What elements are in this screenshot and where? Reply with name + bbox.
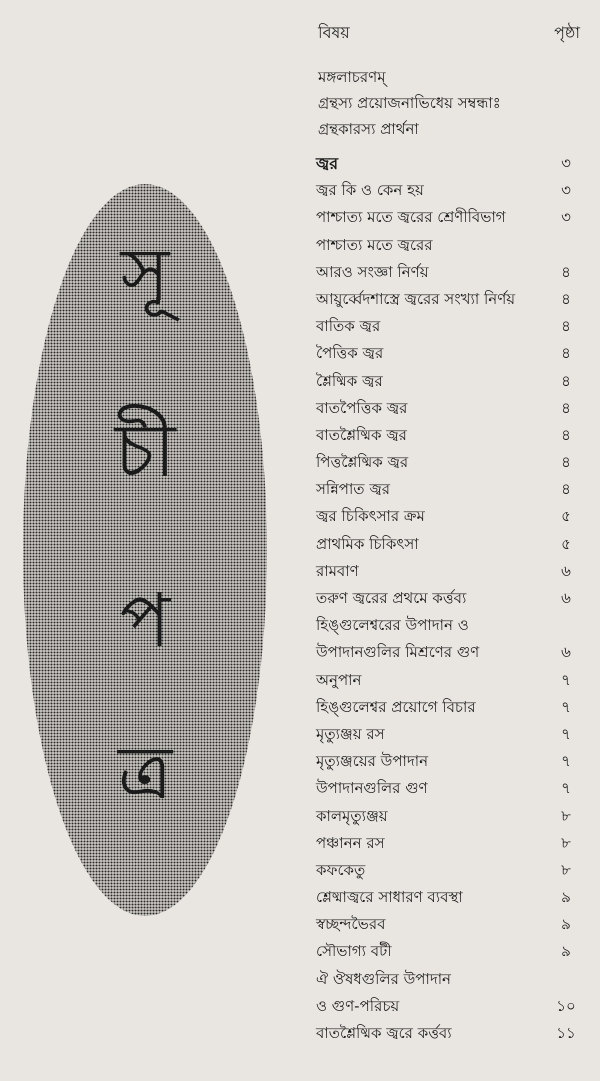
prelim-entry: গ্রন্থস্য প্রয়োজনাভিধেয় সম্বন্ধাঃ <box>318 94 501 112</box>
toc-entry-title: অনুপান <box>316 670 362 689</box>
toc-entry-title: পাশ্চাত্য মতে জ্বরের শ্রেণীবিভাগ <box>316 208 506 227</box>
toc-entry-title: পিত্তশ্লৈষ্মিক জ্বর <box>316 453 409 472</box>
toc-page-number: ৭ <box>561 724 571 743</box>
subject-column-header: বিষয় <box>318 23 350 42</box>
toc-row <box>312 667 592 694</box>
preliminary-entries <box>318 64 501 142</box>
toc-entry-title: পাশ্চাত্য মতে জ্বরের <box>316 235 433 254</box>
toc-entry-title: পঞ্চানন রস <box>316 833 385 852</box>
toc-entry-title: তরুণ জ্বরের প্রথমে কর্ত্তব্য <box>316 589 467 607</box>
toc-entry-title: আয়ুর্ব্বেদশাস্ত্রে জ্বরের সংখ্যা নির্ণয় <box>316 289 516 308</box>
toc-page-number: ৪ <box>561 480 571 499</box>
toc-page-number: ৪ <box>561 262 571 281</box>
table-of-contents <box>312 150 592 1047</box>
oval-letter-1: সূ <box>120 232 170 318</box>
toc-row <box>312 803 592 830</box>
toc-row <box>312 694 592 721</box>
toc-entry-title: বাতপৈত্তিক জ্বর <box>316 398 408 417</box>
toc-row <box>312 395 592 422</box>
toc-page-number: ৩ <box>561 208 571 227</box>
toc-entry-title: মৃত্যুঞ্জয়ের উপাদান <box>316 752 429 771</box>
toc-page-number: ৩ <box>561 181 571 200</box>
toc-page-number: ৩ <box>561 154 571 172</box>
toc-entry-title: জ্বর চিকিৎসার ক্রম <box>316 507 425 526</box>
toc-page-number: ৫ <box>561 534 571 553</box>
toc-row <box>312 449 592 476</box>
prelim-entry: গ্রন্থকারস্য প্রার্থনা <box>318 120 419 138</box>
toc-row <box>312 476 592 503</box>
toc-page-number: ৯ <box>561 888 571 907</box>
toc-page-number: ৭ <box>561 670 571 689</box>
oval-letter-3: প <box>119 578 171 664</box>
toc-entry-title: বাতিক জ্বর <box>316 317 381 336</box>
toc-entry-title: শ্লৈষ্মিক জ্বর <box>316 371 383 390</box>
toc-entry-title: বাতশ্লৈষ্মিক জ্বর <box>316 425 407 444</box>
toc-entry-title: জ্বর <box>316 154 339 173</box>
toc-row <box>312 259 592 286</box>
toc-page-number: ৪ <box>561 425 571 444</box>
toc-page-number: ৭ <box>561 779 571 798</box>
toc-page-number: ৭ <box>561 752 571 771</box>
toc-entry-title: কফকেতু <box>316 860 366 879</box>
toc-page-number: ৪ <box>561 344 571 363</box>
decorative-oval <box>20 180 270 920</box>
oval-letter-2: চী <box>114 408 176 494</box>
toc-row <box>312 857 592 884</box>
toc-page-number: ১০ <box>556 996 576 1015</box>
toc-entry-title: কালমৃত্যুঞ্জয় <box>316 806 388 825</box>
toc-entry-title: শ্লেষ্মাজ্বরে সাধারণ ব্যবস্থা <box>316 888 463 907</box>
toc-entry-title: সন্নিপাত জ্বর <box>316 480 391 499</box>
toc-row <box>312 585 592 612</box>
prelim-entry: মঙ্গলাচরণম্ <box>318 68 386 86</box>
toc-row <box>312 531 592 558</box>
toc-row <box>312 422 592 449</box>
oval-letter-4: ত্র <box>117 730 173 816</box>
toc-page-number: ১১ <box>556 1024 576 1042</box>
toc-page-number: ৮ <box>561 806 571 825</box>
toc-section-row <box>312 150 592 177</box>
toc-page-number: ৪ <box>561 453 571 472</box>
toc-entry-title: পৈত্তিক জ্বর <box>316 344 384 363</box>
toc-page-number: ৮ <box>561 833 571 852</box>
toc-row <box>312 558 592 585</box>
toc-page-number: ৪ <box>561 371 571 390</box>
toc-page-number: ৬ <box>561 561 571 580</box>
toc-entry-title: হিঙ্গুলেশ্বরের উপাদান ও <box>316 616 469 635</box>
toc-entry-title: জ্বর কি ও কেন হয় <box>316 181 424 200</box>
toc-row <box>312 911 592 938</box>
toc-entry-title: সৌভাগ্য বটী <box>316 942 392 961</box>
toc-entry-title: ও গুণ-পরিচয় <box>316 996 400 1015</box>
toc-row <box>312 775 592 802</box>
toc-row <box>312 748 592 775</box>
toc-row <box>312 313 592 340</box>
toc-page-number: ৪ <box>561 289 571 308</box>
toc-row <box>312 286 592 313</box>
toc-page-number: ৪ <box>561 398 571 417</box>
toc-entry-title: মৃত্যুঞ্জয় রস <box>316 724 385 743</box>
toc-row <box>312 368 592 395</box>
toc-page-number: ৭ <box>561 697 571 716</box>
toc-entry-title: উপাদানগুলির মিশ্রণের গুণ <box>316 643 480 662</box>
toc-row <box>312 993 592 1020</box>
toc-entry-title: ঐ ঔষধগুলির উপাদান <box>316 969 451 988</box>
toc-page-number: ৪ <box>561 317 571 336</box>
toc-row <box>312 1020 592 1047</box>
toc-page-number: ৫ <box>561 507 571 526</box>
toc-page-number: ৬ <box>561 643 571 662</box>
toc-row <box>312 612 592 639</box>
toc-entry-title: হিঙ্গুলেশ্বর প্রয়োগে বিচার <box>316 697 476 716</box>
toc-entry-title: রামবাণ <box>316 561 359 580</box>
toc-row <box>312 830 592 857</box>
toc-row <box>312 884 592 911</box>
toc-entry-title: স্বচ্ছন্দভৈরব <box>316 915 386 934</box>
toc-entry-title: আরও সংজ্ঞা নির্ণয় <box>316 262 429 281</box>
toc-entry-title: বাতশ্লৈষ্মিক জ্বরে কর্ত্তব্য <box>316 1024 452 1042</box>
toc-row <box>312 721 592 748</box>
toc-entry-title: উপাদানগুলির গুণ <box>316 779 428 798</box>
toc-row <box>312 639 592 666</box>
toc-page-number: ৬ <box>561 589 571 607</box>
toc-page-number: ৯ <box>561 942 571 961</box>
toc-page-number: ৮ <box>561 860 571 879</box>
toc-row <box>312 938 592 965</box>
toc-row <box>312 503 592 530</box>
page-column-header: পৃষ্ঠা <box>554 23 580 42</box>
toc-entry-title: প্রাথমিক চিকিৎসা <box>316 534 419 553</box>
toc-row <box>312 232 592 259</box>
toc-row <box>312 204 592 231</box>
toc-row <box>312 340 592 367</box>
toc-row <box>312 966 592 993</box>
toc-row <box>312 177 592 204</box>
toc-page-number: ৯ <box>561 915 571 934</box>
